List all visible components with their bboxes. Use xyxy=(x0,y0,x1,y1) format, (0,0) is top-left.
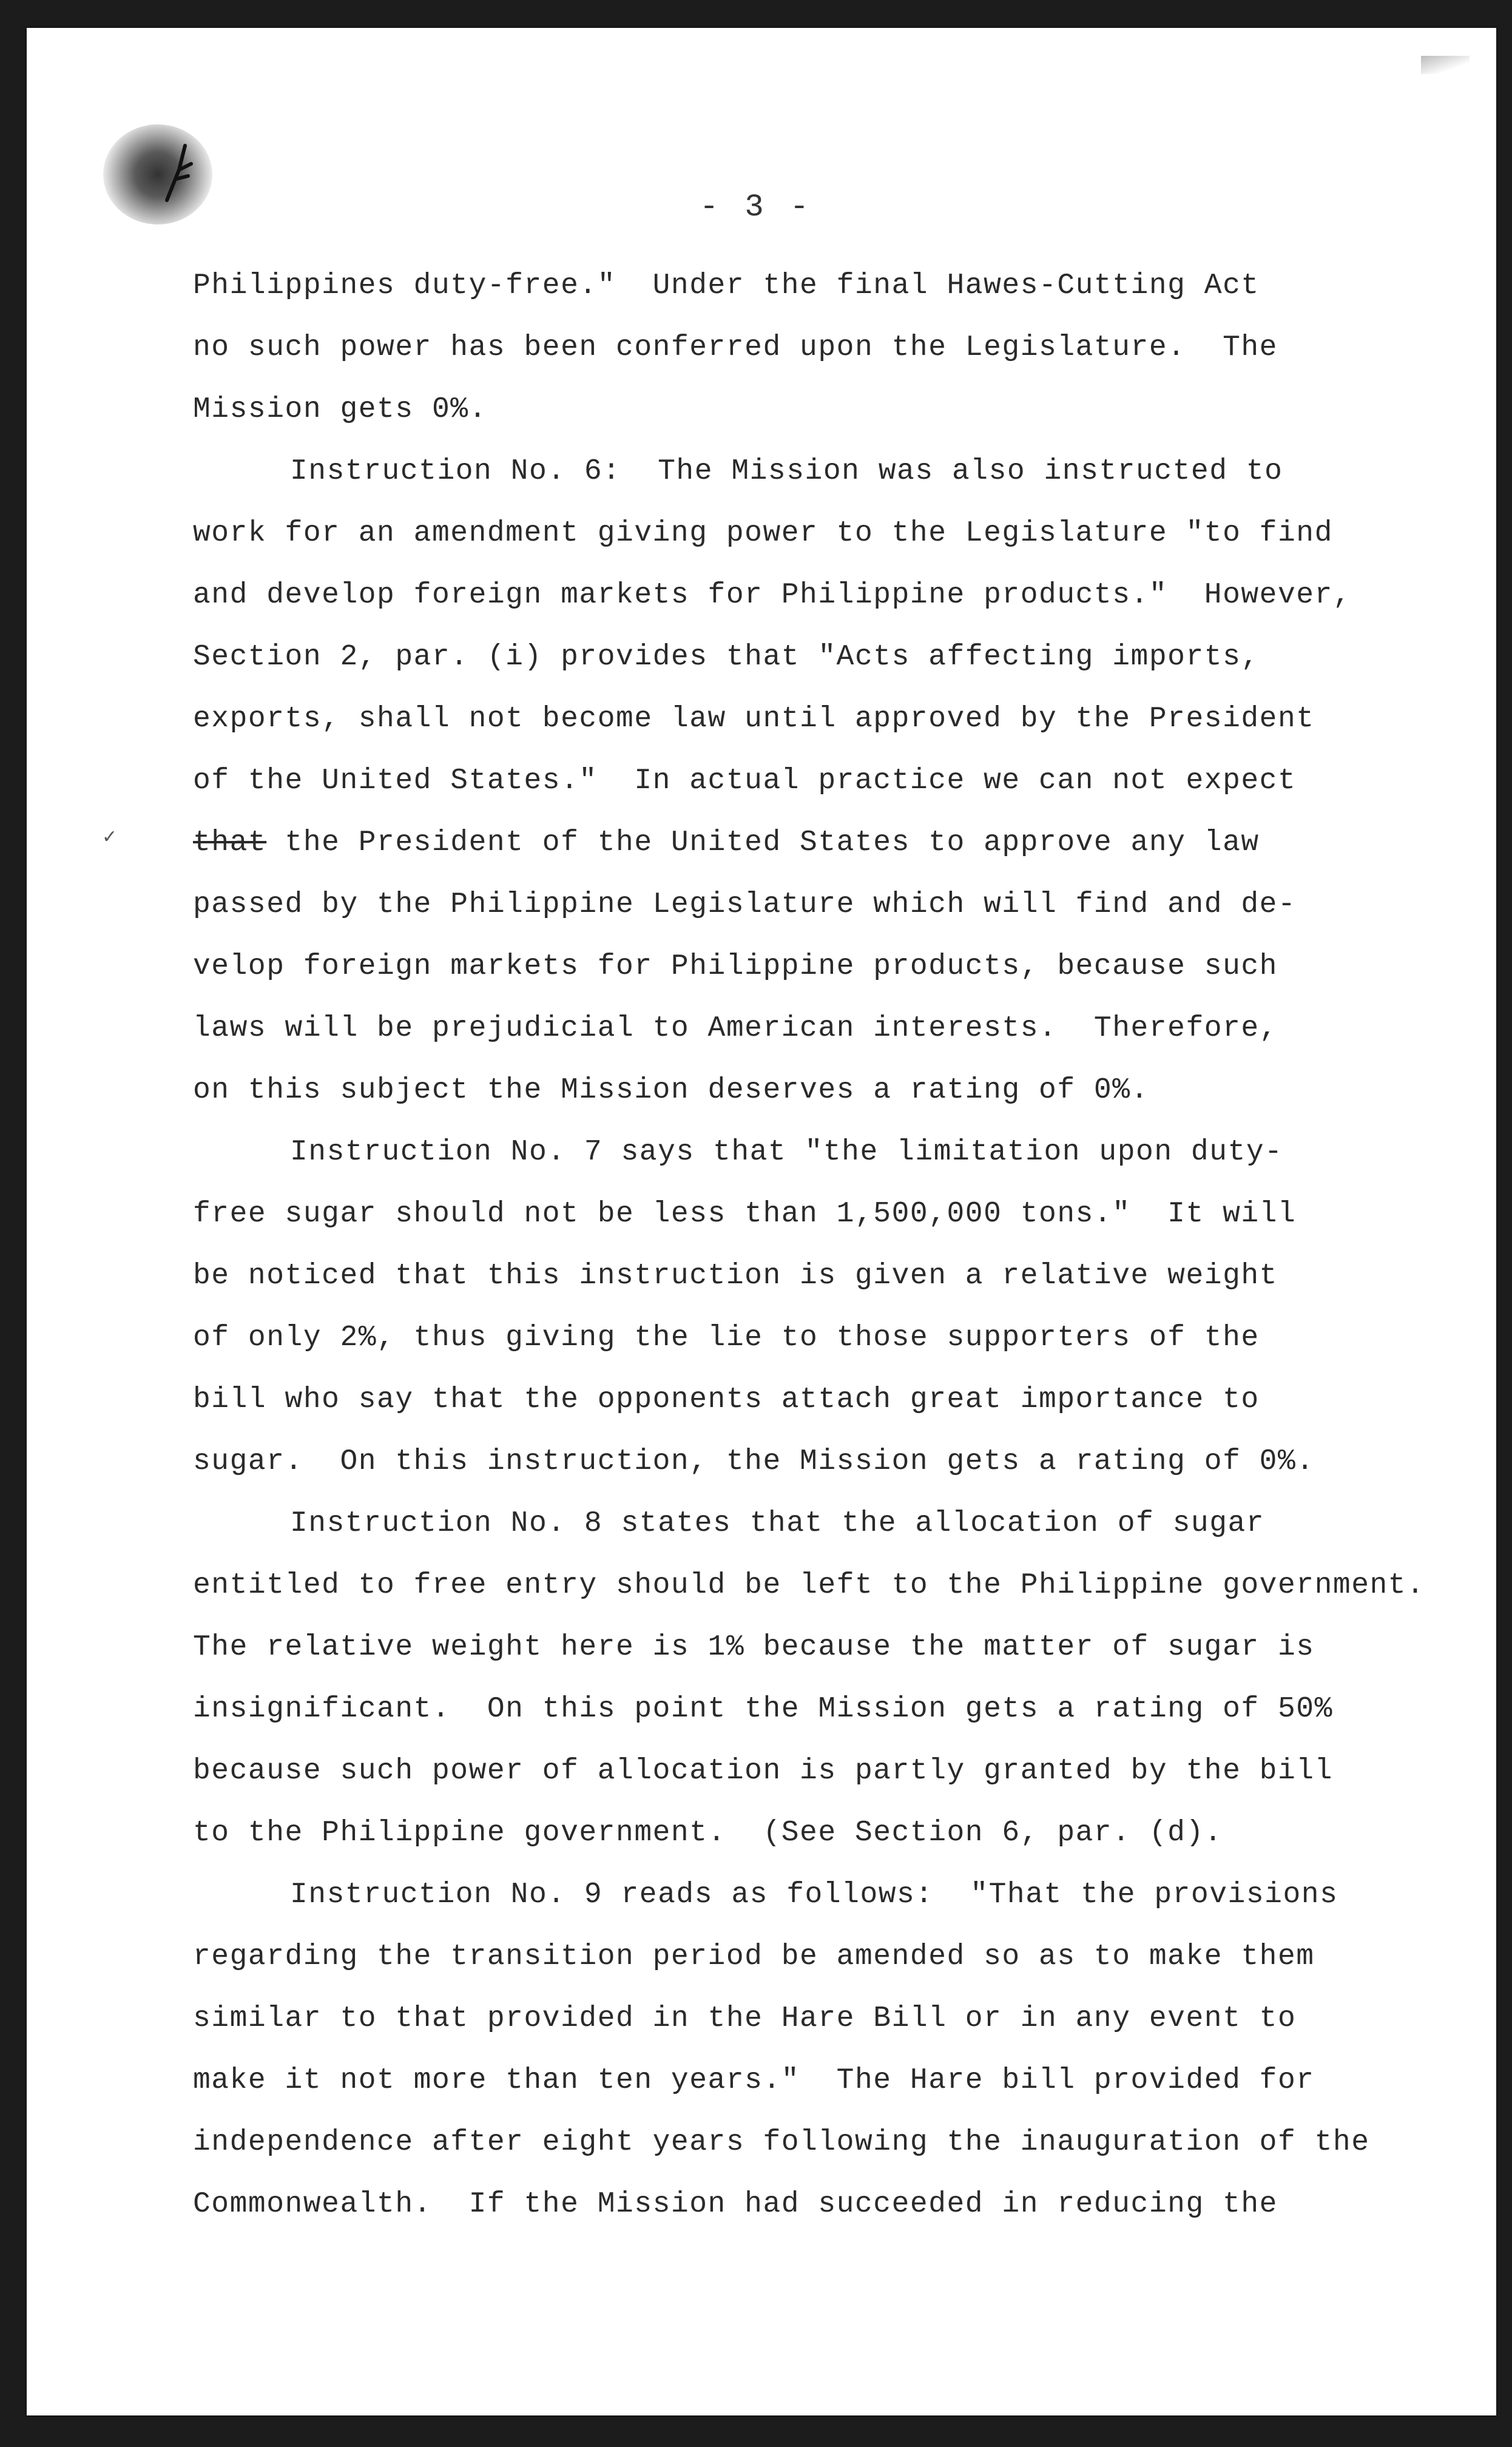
line-text: of the United States." In actual practice we can not expect xyxy=(193,764,1297,797)
text-line xyxy=(193,1245,1467,1307)
line-text: entitled to free entry should be left to the Philippine government. xyxy=(193,1569,1425,1602)
text-line xyxy=(193,379,1467,440)
text-line xyxy=(193,1493,1467,1554)
text-line xyxy=(193,874,1467,936)
line-text: Instruction No. 8 states that the allocation of sugar xyxy=(290,1507,1265,1540)
line-text: Instruction No. 6: The Mission was also instructed to xyxy=(290,455,1283,488)
text-line xyxy=(193,2173,1467,2235)
body-text xyxy=(193,255,1467,2235)
text-line xyxy=(193,1431,1467,1493)
line-text: the President of the United States to approve any law xyxy=(266,826,1260,859)
text-line xyxy=(193,750,1467,812)
text-line xyxy=(193,2111,1467,2173)
line-text: regarding the transition period be amended so as to make them xyxy=(193,1940,1315,1973)
line-text: make it not more than ten years." The Hare bill provided for xyxy=(193,2064,1315,2097)
text-line xyxy=(193,812,1467,874)
line-text: and develop foreign markets for Philippine products." However, xyxy=(193,579,1352,612)
line-text: independence after eight years following the inauguration of the xyxy=(193,2126,1370,2159)
text-line xyxy=(193,1740,1467,1802)
line-text: bill who say that the opponents attach great importance to xyxy=(193,1383,1260,1416)
line-text: on this subject the Mission deserves a rating of 0%. xyxy=(193,1074,1149,1107)
line-text: Instruction No. 9 reads as follows: "That the provisions xyxy=(290,1878,1338,1911)
text-line xyxy=(193,1307,1467,1369)
line-text: because such power of allocation is partly granted by the bill xyxy=(193,1755,1333,1787)
margin-check-mark: ✓ xyxy=(102,826,118,848)
text-line xyxy=(193,502,1467,564)
struck-word: that xyxy=(193,826,267,859)
text-line xyxy=(193,688,1467,750)
line-text: Philippines duty-free." Under the final Hawes-Cutting Act xyxy=(193,269,1260,302)
text-line xyxy=(193,1864,1467,1926)
line-text: exports, shall not become law until approved by the President xyxy=(193,703,1315,735)
line-text: sugar. On this instruction, the Mission gets a rating of 0%. xyxy=(193,1445,1315,1478)
line-text: free sugar should not be less than 1,500,000 tons." It will xyxy=(193,1198,1297,1230)
line-text: passed by the Philippine Legislature which will find and de- xyxy=(193,888,1297,921)
text-line xyxy=(193,255,1467,317)
text-line xyxy=(193,1802,1467,1864)
text-line xyxy=(193,1554,1467,1616)
text-line xyxy=(193,626,1467,688)
text-line xyxy=(193,1988,1467,2050)
line-text: velop foreign markets for Philippine products, because such xyxy=(193,950,1278,983)
line-text: Mission gets 0%. xyxy=(193,393,487,426)
text-line xyxy=(193,1369,1467,1431)
text-line xyxy=(193,317,1467,379)
text-line xyxy=(193,2050,1467,2111)
line-text: to the Philippine government. (See Section 6, par. (d). xyxy=(193,1817,1223,1849)
text-line xyxy=(193,1616,1467,1678)
text-line xyxy=(193,1121,1467,1183)
line-text: no such power has been conferred upon the Legislature. The xyxy=(193,331,1278,364)
line-text: laws will be prejudicial to American interests. Therefore, xyxy=(193,1012,1278,1045)
page-number: - 3 - xyxy=(699,189,813,225)
line-text: similar to that provided in the Hare Bill or in any event to xyxy=(193,2002,1297,2035)
text-line xyxy=(193,1926,1467,1988)
line-text: insignificant. On this point the Mission gets a rating of 50% xyxy=(193,1693,1333,1726)
line-text: work for an amendment giving power to the Legislature "to find xyxy=(193,517,1333,550)
text-line xyxy=(193,1183,1467,1245)
line-text: of only 2%, thus giving the lie to those supporters of the xyxy=(193,1321,1260,1354)
text-line xyxy=(193,997,1467,1059)
text-line xyxy=(193,1678,1467,1740)
text-line xyxy=(193,1059,1467,1121)
text-line xyxy=(193,564,1467,626)
line-text: Commonwealth. If the Mission had succeeded in reducing the xyxy=(193,2188,1278,2221)
text-line xyxy=(193,936,1467,997)
line-text: The relative weight here is 1% because the matter of sugar is xyxy=(193,1631,1315,1664)
line-text: Instruction No. 7 says that "the limitation upon duty- xyxy=(290,1136,1283,1169)
text-line xyxy=(193,440,1467,502)
line-text: be noticed that this instruction is given a relative weight xyxy=(193,1260,1278,1292)
page-corner-fold xyxy=(1421,56,1470,74)
line-text: Section 2, par. (i) provides that "Acts affecting imports, xyxy=(193,641,1260,673)
